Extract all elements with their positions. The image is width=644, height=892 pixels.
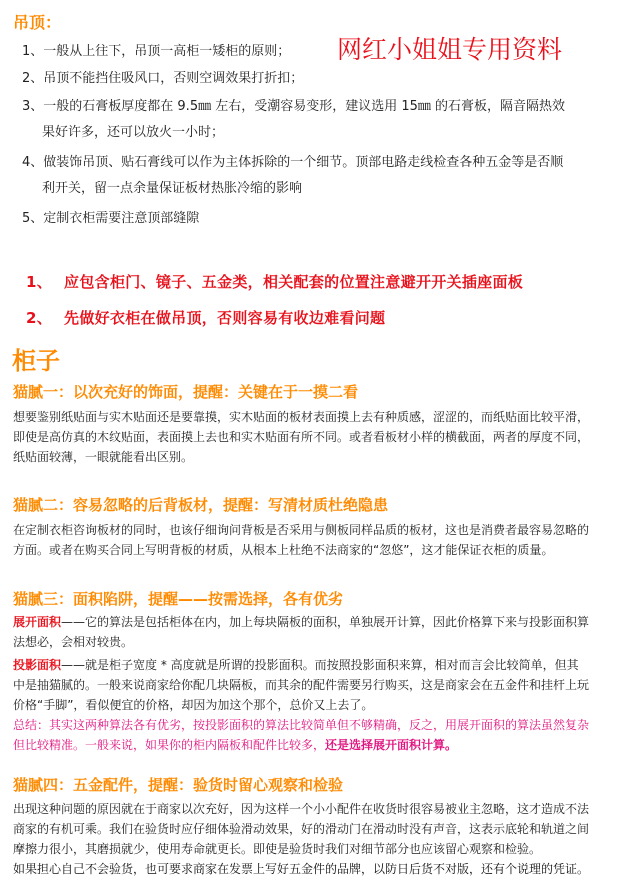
item-text: 吊顶不能挡住吸风口，否则空调效果打折扣； <box>43 71 304 86</box>
section-1-line-2: 即使是高仿真的木纹贴面，表面摸上去也和实木贴面有所不同。或者看板材小样的横截面，两者的厚度不同， <box>13 430 590 444</box>
section-1-heading: 猫腻一：以次充好的饰面，提醒：关键在于一摸二看 <box>13 383 359 401</box>
ceiling-item-2 <box>22 71 303 87</box>
item-number: 5、 <box>22 211 44 226</box>
note-2 <box>26 307 385 328</box>
proj-area-label: 投影面积 <box>13 658 62 672</box>
ceiling-item-4 <box>22 155 563 171</box>
note-text: 先做好衣柜在做吊顶，否则容易有收边难看问题 <box>64 309 386 327</box>
expand-area-line-2: 法想必，会相对较贵。 <box>13 635 134 649</box>
section-4-heading: 猫腻四：五金配件，提醒：验货时留心观察和检验 <box>13 776 344 794</box>
item-number: 4、 <box>22 155 44 170</box>
proj-area-line-3: 价格“手脚”，看似便宜的价格，却因为加这个那个，总价又上去了。 <box>13 698 374 712</box>
summary-line-2 <box>13 735 457 755</box>
expand-area-line-1 <box>13 612 589 632</box>
section-1-line-3: 纸贴面较薄，一眼就能看出区别。 <box>13 450 194 464</box>
ceiling-item-5 <box>22 211 199 227</box>
item-text: 一般的石膏板厚度都在 9.5㎜ 左右，受潮容易变形，建议选用 15㎜ 的石膏板，隔音隔热效 <box>43 99 566 114</box>
item-number: 3、 <box>22 99 44 114</box>
note-number: 1、 <box>26 273 53 291</box>
note-text: 应包含柜门、镜子、五金类，相关配套的位置注意避开开关插座面板 <box>64 273 524 291</box>
section-2-heading: 猫腻二：容易忽略的后背板材，提醒：写清材质杜绝隐患 <box>13 496 389 514</box>
section-2-line-1: 在定制衣柜咨询板材的同时，也该仔细询问背板是否采用与侧板同样品质的板材，这也是消费者最容易忽略的 <box>13 523 590 537</box>
item-text: 一般从上往下，吊顶一高柜一矮柜的原则； <box>43 44 291 59</box>
ceiling-item-1 <box>22 44 290 60</box>
proj-area-line-2: 中是抽猫腻的。一般来说商家给你配几块隔板，而其余的配件需要另行购买，这是商家会在五金件和挂杆上玩 <box>13 678 590 692</box>
ceiling-item-4-cont: 利开关，留一点余量保证板材热胀冷缩的影响 <box>42 181 303 196</box>
note-number: 2、 <box>26 309 53 327</box>
summary-line-1: 总结：其实这两种算法各有优劣，按投影面积的算法比较简单但不够精确，反之，用展开面积的算法虽然复杂 <box>13 718 590 732</box>
item-text: 做装饰吊顶、贴石膏线可以作为主体拆除的一个细节。顶部电路走线检查各种五金等是否顺 <box>43 155 564 170</box>
ceiling-item-3-cont: 果好许多，还可以放火一小时； <box>42 125 225 140</box>
proj-area-line-1 <box>13 655 579 675</box>
section-4-line-2: 商家的有机可乘。我们在验货时应仔细体验滑动效果，好的滑动门在滑动时没有声音，这表示底轮和轨道之间 <box>13 822 590 836</box>
note-1 <box>26 271 523 292</box>
expand-area-text: ——它的算法是包括柜体在内，加上每块隔板的面积，单独展开计算，因此价格算下来与投影面积算 <box>61 615 590 629</box>
section-4-line-3: 摩擦力很小，其磨损就少，使用寿命就更长。即使是验货时我们对细节部分也应该留心观察和检验。 <box>13 842 542 856</box>
section-4-line-1: 出现这种问题的原因就在于商家以次充好，因为这样一个小小配件在收货时很容易被业主忽略，这才造成不法 <box>13 802 590 816</box>
section-4-last-line: 如果担心自己不会验货，也可要求商家在发票上写好五金件的品牌，以防日后货不对版，还有个说理的凭证。 <box>13 862 590 876</box>
proj-area-text: ——就是柜子宽度 * 高度就是所谓的投影面积。而按照投影面积来算，相对而言会比较简单，但其 <box>61 658 579 672</box>
watermark-text: 网红小姐姐专用资料 <box>337 35 563 64</box>
summary-text: 但比较精准。一般来说，如果你的柜内隔板和配件比较多， <box>13 738 326 752</box>
section-2-line-2: 方面。或者在购买合同上写明背板的材质，从根本上杜绝不法商家的“忽悠”，这才能保证衣柜的质量。 <box>13 543 554 557</box>
section-3-heading: 猫腻三：面积陷阱，提醒——按需选择，各有优劣 <box>13 590 344 608</box>
item-text: 定制衣柜需要注意顶部缝隙 <box>43 211 200 226</box>
section-1-line-1: 想要鉴别纸贴面与实木贴面还是要靠摸，实木贴面的板材表面摸上去有种质感，涩涩的，而纸贴面比较平滑， <box>13 410 590 424</box>
item-number: 1、 <box>22 44 44 59</box>
item-number: 2、 <box>22 71 44 86</box>
ceiling-item-3 <box>22 99 565 115</box>
cabinet-title: 柜子 <box>12 347 60 375</box>
expand-area-label: 展开面积 <box>13 615 62 629</box>
ceiling-title: 吊顶： <box>13 13 62 32</box>
summary-bold-text: 还是选择展开面积计算。 <box>325 738 458 752</box>
